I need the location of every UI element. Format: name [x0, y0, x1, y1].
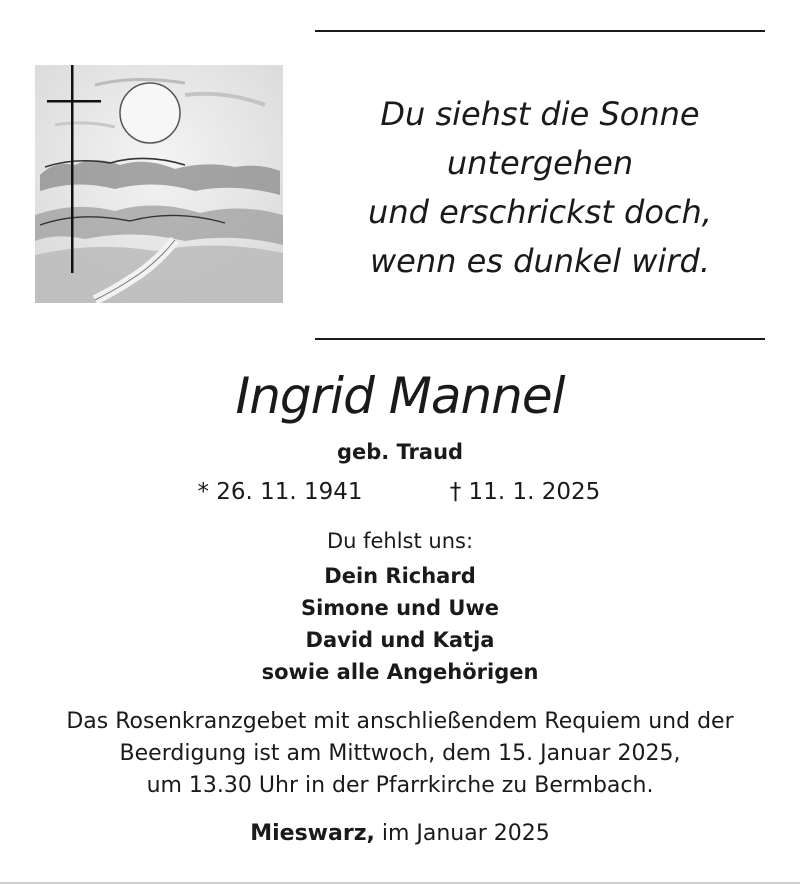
- poem-verse: [320, 90, 760, 286]
- place-name: Mieswarz,: [250, 821, 375, 846]
- middle-divider: [315, 338, 765, 340]
- poem-line: und erschrickst doch,: [368, 193, 712, 231]
- place-and-date: [0, 818, 800, 850]
- funeral-service-info: [0, 706, 800, 802]
- maiden-name: geb. Traud: [336, 440, 464, 464]
- birth-date: * 26. 11. 1941: [197, 479, 363, 505]
- service-line: um 13.30 Uhr in der Pfarrkirche zu Bermbach.: [146, 773, 654, 798]
- mourner-name: sowie alle Angehörigen: [261, 660, 539, 684]
- death-date: † 11. 1. 2025: [449, 479, 601, 505]
- mourner-name: Dein Richard: [324, 564, 476, 588]
- mourner-name: David und Katja: [305, 628, 495, 652]
- service-line: Das Rosenkranzgebet mit anschließendem Requiem und der: [66, 709, 734, 734]
- cross-sunset-landscape-icon: [35, 65, 283, 303]
- poem-line: wenn es dunkel wird.: [370, 242, 710, 280]
- poem-line: Du siehst die Sonne: [380, 95, 700, 133]
- mourner-name: Simone und Uwe: [300, 596, 500, 620]
- mourners-list: [0, 560, 800, 688]
- notice-date: im Januar 2025: [381, 821, 550, 846]
- mourners-intro: Du fehlst uns:: [326, 529, 474, 553]
- service-line: Beerdigung ist am Mittwoch, dem 15. Januar 2025,: [119, 741, 681, 766]
- top-divider: [315, 30, 765, 32]
- poem-line: untergehen: [446, 144, 634, 182]
- deceased-name: Ingrid Mannel: [235, 367, 565, 425]
